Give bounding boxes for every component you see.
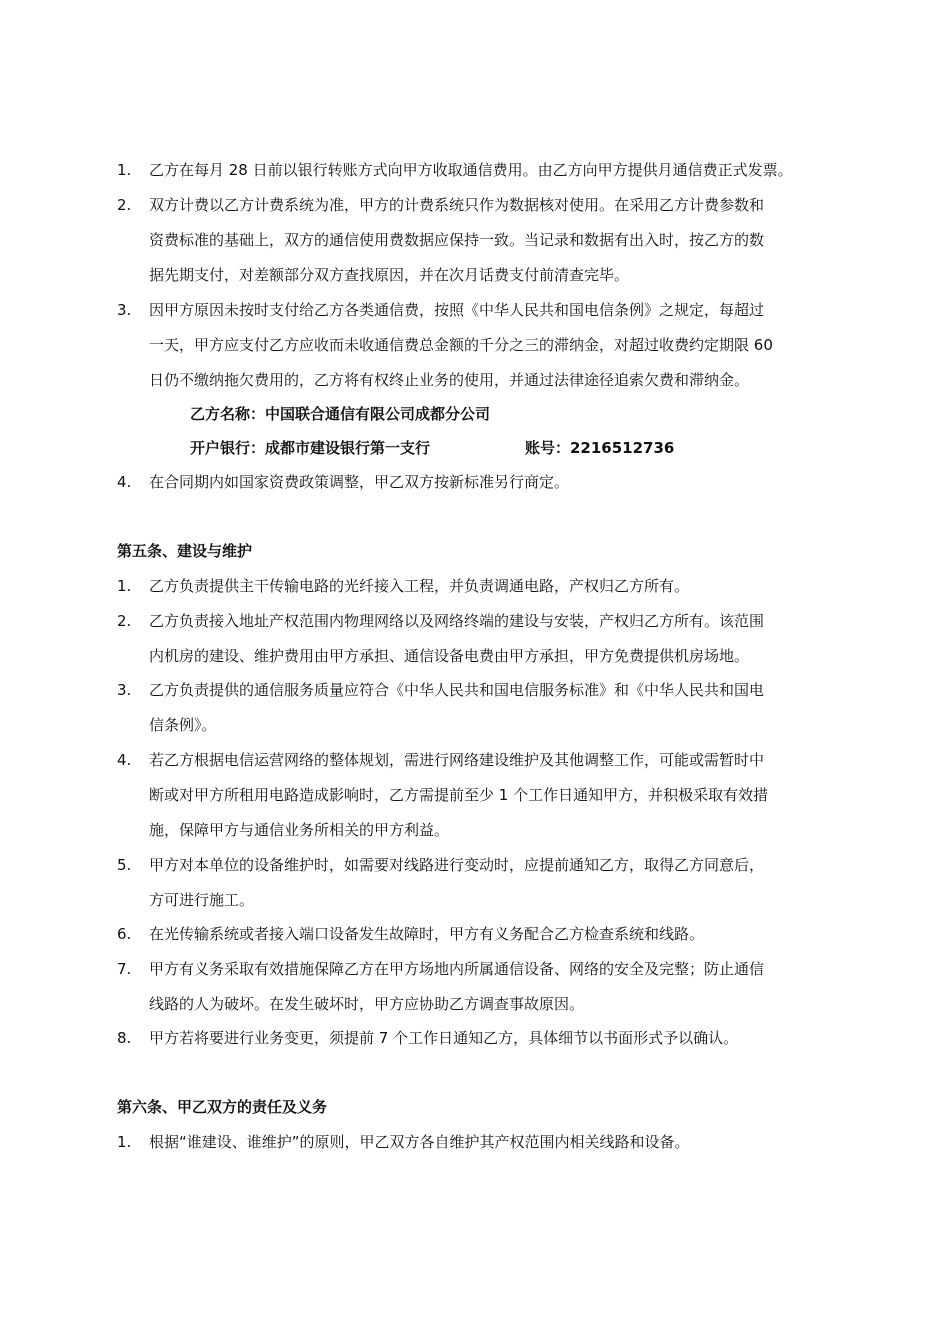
section-heading: 第六条、甲乙双方的责任及义务: [117, 1098, 328, 1116]
item-text-line: 线路的人为破坏。在发生破坏时，甲方应协助乙方调查事故原因。: [149, 995, 585, 1013]
item-number: 5.: [117, 856, 132, 874]
item-text-line: 内机房的建设、维护费用由甲方承担、通信设备电费由甲方承担，甲方免费提供机房场地。: [149, 647, 750, 665]
item-number: 2.: [117, 196, 132, 214]
item-number: 7.: [117, 960, 132, 978]
item-number: 2.: [117, 612, 132, 630]
item-number: 6.: [117, 925, 132, 943]
item-text-line: 因甲方原因未按时支付给乙方各类通信费，按照《中华人民共和国电信条例》之规定，每超过: [149, 301, 765, 319]
item-text-line: 据先期支付，对差额部分双方查找原因，并在次月话费支付前清查完毕。: [149, 266, 630, 284]
item-text-line: 乙方在每月 28 日前以银行转账方式向甲方收取通信费用。由乙方向甲方提供月通信费正式发票。: [149, 161, 793, 179]
item-number: 3.: [117, 301, 132, 319]
item-text-line: 方可进行施工。: [149, 891, 255, 909]
item-number: 1.: [117, 1133, 132, 1151]
payee-name: 乙方名称：中国联合通信有限公司成都分公司: [190, 405, 491, 423]
item-number: 4.: [117, 751, 132, 769]
item-number: 1.: [117, 577, 132, 595]
item-text-line: 断或对甲方所租用电路造成影响时，乙方需提前至少 1 个工作日通知甲方，并积极采取有效措: [149, 786, 769, 804]
item-text-line: 根据“谁建设、谁维护”的原则，甲乙双方各自维护其产权范围内相关线路和设备。: [149, 1133, 690, 1151]
item-text-line: 在合同期内如国家资费政策调整，甲乙双方按新标准另行商定。: [149, 473, 570, 491]
item-text-line: 信条例》。: [149, 716, 217, 734]
account-number: 账号：2216512736: [525, 439, 675, 457]
item-text-line: 施，保障甲方与通信业务所相关的甲方利益。: [149, 821, 450, 839]
bank-name: 开户银行：成都市建设银行第一支行: [190, 439, 431, 457]
item-number: 1.: [117, 161, 132, 179]
item-text-line: 甲方若将要进行业务变更，须提前 7 个工作日通知乙方，具体细节以书面形式予以确认。: [149, 1029, 739, 1047]
item-text-line: 乙方负责接入地址产权范围内物理网络以及网络终端的建设与安装，产权归乙方所有。该范围: [149, 612, 765, 630]
item-text-line: 一天，甲方应支付乙方应收而未收通信费总金额的千分之三的滞纳金，对超过收费约定期限 60: [149, 336, 773, 354]
section-heading: 第五条、建设与维护: [117, 542, 253, 560]
item-number: 4.: [117, 473, 132, 491]
item-text-line: 乙方负责提供的通信服务质量应符合《中华人民共和国电信服务标准》和《中华人民共和国电: [149, 681, 765, 699]
item-text-line: 在光传输系统或者接入端口设备发生故障时，甲方有义务配合乙方检查系统和线路。: [149, 925, 705, 943]
item-text-line: 若乙方根据电信运营网络的整体规划，需进行网络建设维护及其他调整工作，可能或需暂时中: [149, 751, 765, 769]
item-text-line: 资费标准的基础上，双方的通信使用费数据应保持一致。当记录和数据有出入时，按乙方的数: [149, 231, 765, 249]
item-number: 3.: [117, 681, 132, 699]
item-text-line: 乙方负责提供主干传输电路的光纤接入工程，并负责调通电路，产权归乙方所有。: [149, 577, 690, 595]
item-text-line: 甲方对本单位的设备维护时，如需要对线路进行变动时，应提前通知乙方，取得乙方同意后，: [149, 856, 765, 874]
item-text-line: 日仍不缴纳拖欠费用的，乙方将有权终止业务的使用，并通过法律途径追索欠费和滞纳金。: [149, 371, 750, 389]
item-text-line: 双方计费以乙方计费系统为准，甲方的计费系统只作为数据核对使用。在采用乙方计费参数和: [149, 196, 765, 214]
item-text-line: 甲方有义务采取有效措施保障乙方在甲方场地内所属通信设备、网络的安全及完整；防止通信: [149, 960, 765, 978]
item-number: 8.: [117, 1029, 132, 1047]
